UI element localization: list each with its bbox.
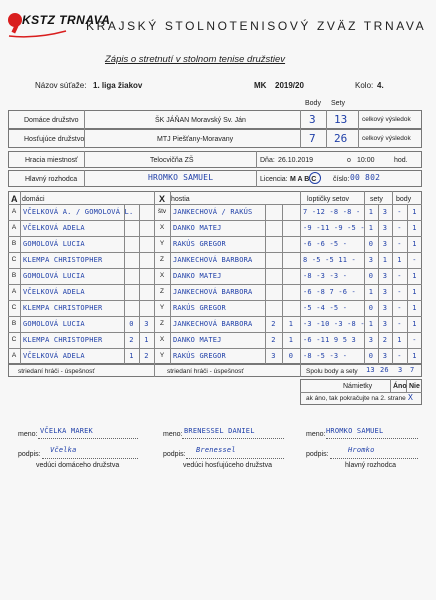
match-code-cell: B (11, 320, 17, 327)
kstz-logo (6, 9, 111, 39)
match-away-cell: DANKO MATEJ (173, 336, 222, 344)
match-bs-cell: - (397, 304, 402, 312)
away-team-label: Hosťujúce družstvo (24, 136, 85, 143)
match-sr-cell: 3 (382, 288, 388, 296)
match-home-cell: KLEMPA CHRISTOPHER (23, 336, 103, 344)
remarks-no-mark: X (408, 393, 414, 402)
match-scores-cell: -6 -11 9 5 3 (303, 336, 356, 344)
home-body-total: 3 (309, 113, 316, 126)
match-hb-cell: 1 (144, 336, 149, 344)
home-team-label: Domáce družstvo (24, 117, 79, 124)
match-code-cell: C (11, 256, 17, 263)
match-home-cell: KLEMPA CHRISTOPHER (23, 256, 103, 264)
match-ha-cell: 0 (129, 320, 134, 328)
away-signature: Brenessel (196, 446, 236, 454)
ref-signature: Hromko (348, 446, 375, 454)
logo-text: KSTZ TRNAVA (22, 13, 111, 27)
home-letter: A (11, 194, 18, 204)
match-hb-cell: 3 (144, 320, 149, 328)
match-scores-cell: 7 -12 -8 -8 - (303, 208, 361, 216)
match-away-cell: DANKO MATEJ (173, 224, 222, 232)
match-sr-cell: 3 (382, 304, 388, 312)
match-bs-cell: - (397, 352, 402, 360)
remarks-continue-note: ak áno, tak pokračujte na 2. strane (306, 395, 406, 402)
match-sr-cell: 3 (382, 240, 388, 248)
round-value: 4. (377, 81, 384, 90)
match-hb-cell: 2 (144, 352, 149, 360)
match-home-cell: KLEMPA CHRISTOPHER (23, 304, 103, 312)
home-subs-label: striedaní hráči - úspešnosť (18, 368, 95, 375)
away-letter: X (159, 194, 166, 204)
match-ss-cell: 1 (368, 288, 374, 296)
match-vcode-cell: Z (160, 320, 164, 327)
match-br-cell: 1 (412, 240, 417, 248)
referee-label: Hlavný rozhodca (25, 176, 78, 183)
match-ab-cell: 1 (288, 336, 294, 344)
spolu-sety-away: 26 (380, 366, 389, 374)
match-home-cell: VČELKOVÁ A. / GOMOLOVÁ L. (23, 208, 134, 216)
away-sety-total: 26 (334, 132, 348, 145)
spolu-sety-home: 13 (366, 366, 375, 374)
match-ab-cell: 1 (288, 320, 294, 328)
match-sr-cell: 1 (382, 256, 388, 264)
ref-role: hlavný rozhodca (345, 462, 396, 469)
time-label: o (347, 157, 351, 164)
match-ss-cell: 0 (368, 352, 374, 360)
match-code-cell: B (11, 272, 17, 279)
association-title: KRAJSKÝ STOLNOTENISOVÝ ZVÄZ TRNAVA (86, 19, 427, 33)
spolu-label: Spolu body a sety (306, 368, 358, 375)
remarks-yes: Áno (393, 383, 407, 390)
round-label: Kolo: (355, 81, 374, 90)
match-bs-cell: - (397, 272, 402, 280)
match-br-cell: - (412, 256, 417, 264)
spolu-body-away: 7 (410, 366, 415, 374)
away-leader-role: vedúci hosťujúceho družstva (183, 462, 273, 469)
match-code-cell: A (11, 224, 17, 231)
match-ss-cell: 0 (368, 272, 374, 280)
match-br-cell: 1 (412, 320, 417, 328)
match-vcode-cell: štv (157, 208, 167, 215)
match-home-cell: GOMOLOVÁ LUCIA (23, 240, 85, 248)
home-sety-total: 13 (334, 113, 348, 126)
away-team-name: MTJ Piešťany-Moravany (157, 136, 234, 143)
sets-header: loptičky setov (307, 196, 350, 203)
match-code-cell: A (11, 352, 17, 359)
ref-sign-label: podpis: (306, 451, 329, 458)
mk-label: MK (254, 81, 267, 90)
match-bs-cell: - (397, 208, 402, 216)
home-name-label: meno: (18, 431, 38, 438)
match-code-cell: B (11, 240, 17, 247)
match-bs-cell: - (397, 224, 402, 232)
match-scores-cell: 8 -5 -5 11 - (303, 256, 356, 264)
contest-value: 1. liga žiakov (93, 81, 143, 90)
match-code-cell: C (11, 304, 17, 311)
match-ss-cell: 0 (368, 304, 374, 312)
match-away-cell: JANKECHOVÁ BARBORA (173, 288, 253, 296)
match-ss-cell: 3 (368, 256, 374, 264)
away-result-label: celkový výsledok (362, 135, 411, 142)
match-away-cell: JANKECHOVÁ / RAKÚS (173, 208, 253, 216)
match-sr-cell: 3 (382, 320, 388, 328)
match-away-cell: DANKO MATEJ (173, 272, 222, 280)
licence-circle-mark (309, 172, 321, 184)
ref-signoff-name: HROMKO SAMUEL (326, 427, 384, 435)
away-name-label: meno: (163, 431, 183, 438)
match-scores-cell: -6 -6 -5 - (303, 240, 348, 248)
match-ha-cell: 1 (129, 352, 134, 360)
match-aa-cell: 2 (271, 336, 276, 344)
venue-value: Telocvičňa ZŠ (150, 157, 194, 164)
home-result-label: celkový výsledok (362, 116, 411, 123)
body-header: body (396, 196, 412, 203)
match-scores-cell: -9 -11 -9 -5 - (303, 224, 365, 232)
match-vcode-cell: Y (159, 352, 165, 359)
match-sr-cell: 2 (382, 336, 388, 344)
match-code-cell: A (11, 208, 17, 215)
match-away-cell: JANKECHOVÁ BARBORA (173, 320, 253, 328)
match-scores-cell: -8 -3 -3 - (303, 272, 348, 280)
match-away-cell: RAKÚS GREGOR (173, 304, 226, 312)
match-sr-cell: 3 (382, 224, 388, 232)
match-br-cell: 1 (412, 224, 417, 232)
match-bs-cell: - (397, 320, 402, 328)
match-sr-cell: 3 (382, 208, 388, 216)
match-home-cell: VČELKOVÁ ADELA (23, 352, 85, 360)
match-ab-cell: 0 (288, 352, 294, 360)
match-aa-cell: 3 (271, 352, 276, 360)
body-column-label: Body (305, 100, 321, 107)
match-home-cell: VČELKOVÁ ADELA (23, 288, 85, 296)
hour-label: hod. (394, 157, 408, 164)
match-code-cell: A (11, 288, 17, 295)
contest-label: Názov súťaže: (35, 81, 87, 90)
match-away-cell: RAKÚS GREGOR (173, 240, 226, 248)
match-ss-cell: 1 (368, 208, 374, 216)
remarks-label: Námietky (343, 383, 373, 390)
licence-label: Licencia: (260, 176, 288, 183)
match-vcode-cell: X (159, 336, 165, 343)
sety-column-label: Sety (331, 100, 346, 107)
match-scores-cell: -8 -5 -3 - (303, 352, 348, 360)
away-subs-label: striedaní hráči - úspešnosť (167, 368, 244, 375)
match-ss-cell: 1 (368, 320, 374, 328)
match-ss-cell: 0 (368, 240, 374, 248)
away-leader-name: BRENESSEL DANIEL (184, 427, 255, 435)
sheet-subtitle: Zápis o stretnutí v stolnom tenise družstiev (105, 54, 286, 65)
match-vcode-cell: Z (160, 288, 164, 295)
match-vcode-cell: Y (159, 240, 165, 247)
match-br-cell: - (412, 336, 417, 344)
match-br-cell: 1 (412, 304, 417, 312)
time-value: 10:00 (357, 157, 375, 164)
date-label: Dňa: (260, 157, 275, 164)
match-sr-cell: 3 (382, 272, 388, 280)
away-header: hostia (171, 196, 190, 203)
match-bs-cell: - (397, 240, 402, 248)
home-leader-role: vedúci domáceho družstva (36, 462, 120, 469)
match-ss-cell: 3 (368, 336, 374, 344)
home-sign-label: podpis: (18, 451, 41, 458)
venue-label: Hracia miestnosť (25, 157, 78, 164)
home-team-name: ŠK JÁŇAN Moravský Sv. Ján (155, 117, 246, 124)
ref-name-label: meno: (306, 431, 326, 438)
match-scores-cell: -5 -4 -5 - (303, 304, 348, 312)
licence-number-label: číslo: (333, 176, 350, 183)
referee-name: HROMKO SAMUEL (148, 173, 214, 182)
spolu-body-home: 3 (398, 366, 403, 374)
match-bs-cell: 1 (397, 336, 402, 344)
licence-classes: M A B C (290, 176, 317, 183)
match-sr-cell: 3 (382, 352, 388, 360)
away-sign-label: podpis: (163, 451, 186, 458)
match-ha-cell: 2 (129, 336, 134, 344)
match-vcode-cell: X (159, 224, 165, 231)
match-br-cell: 1 (412, 288, 417, 296)
match-br-cell: 1 (412, 352, 417, 360)
sety-header: sety (370, 196, 383, 203)
licence-number: 00 802 (350, 173, 381, 182)
home-signature: Včelka (50, 446, 77, 454)
match-home-cell: GOMOLOVÁ LUCIA (23, 272, 85, 280)
home-header: domáci (22, 196, 45, 203)
match-away-cell: RAKÚS GREGOR (173, 352, 226, 360)
match-br-cell: 1 (412, 208, 417, 216)
match-vcode-cell: Z (160, 256, 164, 263)
away-body-total: 7 (309, 132, 316, 145)
remarks-no: Nie (409, 383, 420, 390)
match-away-cell: JANKECHOVÁ BARBORA (173, 256, 253, 264)
match-bs-cell: 1 (397, 256, 402, 264)
match-aa-cell: 2 (271, 320, 276, 328)
match-home-cell: GOMOLOVÁ LUCIA (23, 320, 85, 328)
date-value: 26.10.2019 (278, 157, 314, 164)
subs-row (8, 364, 422, 377)
match-code-cell: C (11, 336, 17, 343)
match-vcode-cell: X (159, 272, 165, 279)
match-scores-cell: -6 -8 7 -6 - (303, 288, 356, 296)
match-br-cell: 1 (412, 272, 417, 280)
match-home-cell: VČELKOVÁ ADELA (23, 224, 85, 232)
match-bs-cell: - (397, 288, 402, 296)
season: 2019/20 (275, 81, 304, 90)
match-vcode-cell: Y (159, 304, 165, 311)
match-scores-cell: -3 -10 -3 -8 - (303, 320, 365, 328)
match-ss-cell: 1 (368, 224, 374, 232)
home-leader-name: VČELKA MAREK (40, 427, 93, 435)
